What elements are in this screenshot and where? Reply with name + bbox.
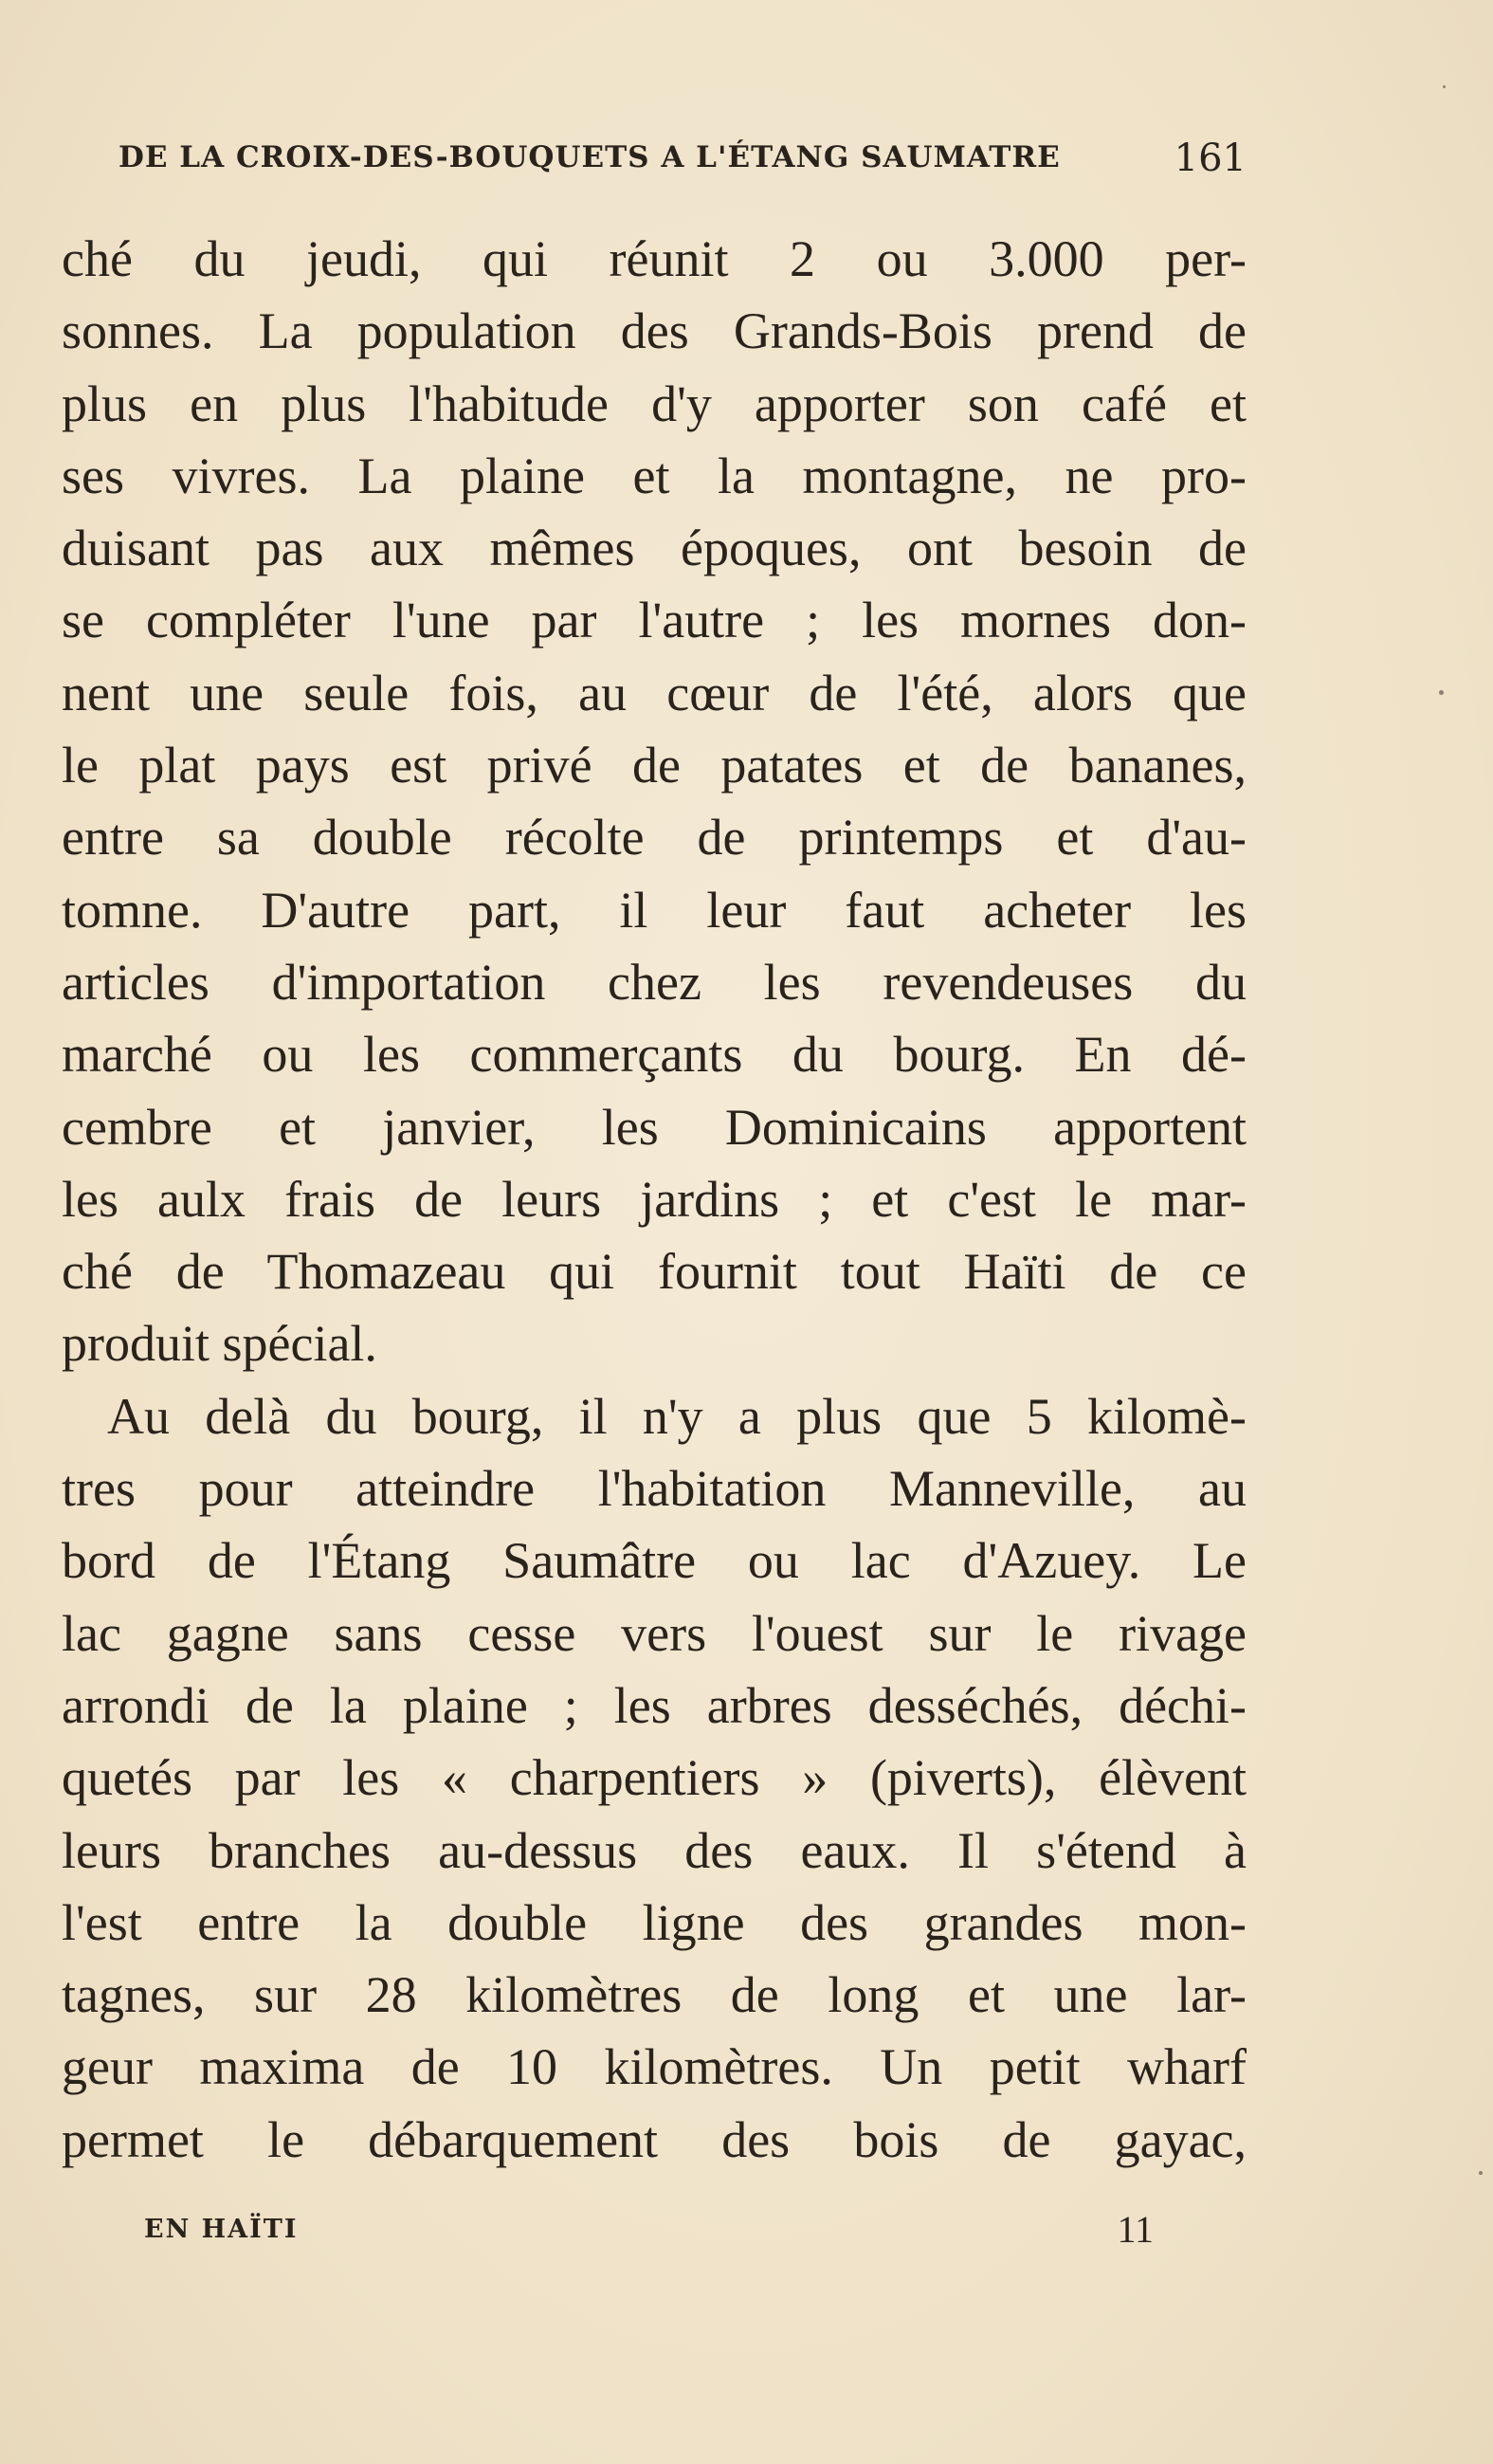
text-line: geur maxima de 10 kilomètres. Un petit wharf — [62, 2038, 1247, 2096]
text-line: tres pour atteindre l'habitation Manneville, au — [62, 1460, 1247, 1518]
text-line: se compléter l'une par l'autre ; les mornes don- — [62, 592, 1247, 649]
text-line: ché de Thomazeau qui fournit tout Haïti de ce — [62, 1243, 1247, 1301]
paragraph-end-line: produit spécial. — [62, 1315, 377, 1373]
text-line: sonnes. La population des Grands-Bois prend de — [62, 302, 1247, 360]
text-line: duisant pas aux mêmes époques, ont besoin de — [62, 520, 1247, 577]
text-line: arrondi de la plaine ; les arbres desséchés, déchi- — [62, 1676, 1247, 1734]
signature-footer — [144, 2209, 1154, 2256]
signature-mark: EN HAÏTI — [144, 2215, 299, 2244]
running-head — [118, 137, 1247, 188]
text-line: bord de l'Étang Saumâtre ou lac d'Azuey. Le — [62, 1532, 1247, 1590]
text-line: les aulx frais de leurs jardins ; et c'est le mar- — [62, 1170, 1247, 1228]
text-line: lac gagne sans cesse vers l'ouest sur le rivage — [62, 1604, 1247, 1662]
body-text — [62, 223, 1247, 2176]
text-line: cembre et janvier, les Dominicains apportent — [62, 1098, 1247, 1156]
text-line: plus en plus l'habitude d'y apporter son café et — [62, 374, 1247, 432]
text-line: tagnes, sur 28 kilomètres de long et une lar- — [62, 1966, 1247, 2024]
text-line: tomne. D'autre part, il leur faut acheter les — [62, 881, 1247, 939]
running-head-title: DE LA CROIX-DES-BOUQUETS A L'ÉTANG SAUMATRE — [118, 140, 1061, 174]
paper-speck — [1443, 85, 1446, 88]
text-line: ses vivres. La plaine et la montagne, ne pro- — [62, 447, 1247, 504]
text-line: quetés par les « charpentiers » (piverts), élèvent — [62, 1749, 1247, 1807]
text-line: entre sa double récolte de printemps et d'au- — [62, 809, 1247, 867]
text-line: permet le débarquement des bois de gayac, — [62, 2110, 1247, 2168]
paragraph-start-line: Au delà du bourg, il n'y a plus que 5 kilomè- — [107, 1387, 1247, 1445]
text-line: nent une seule fois, au cœur de l'été, alors que — [62, 664, 1247, 721]
text-line: l'est entre la double ligne des grandes mon- — [62, 1893, 1247, 1951]
page-number: 161 — [1174, 137, 1247, 180]
text-line: ché du jeudi, qui réunit 2 ou 3.000 per- — [62, 230, 1247, 287]
text-line: le plat pays est privé de patates et de bananes, — [62, 737, 1247, 794]
signature-number: 11 — [1117, 2208, 1154, 2251]
text-line: marché ou les commerçants du bourg. En dé- — [62, 1026, 1247, 1084]
paper-speck — [1439, 690, 1444, 695]
text-line: articles d'importation chez les revendeuses du — [62, 953, 1247, 1011]
text-line: leurs branches au-dessus des eaux. Il s'étend à — [62, 1821, 1247, 1879]
paper-speck — [1479, 2171, 1483, 2175]
